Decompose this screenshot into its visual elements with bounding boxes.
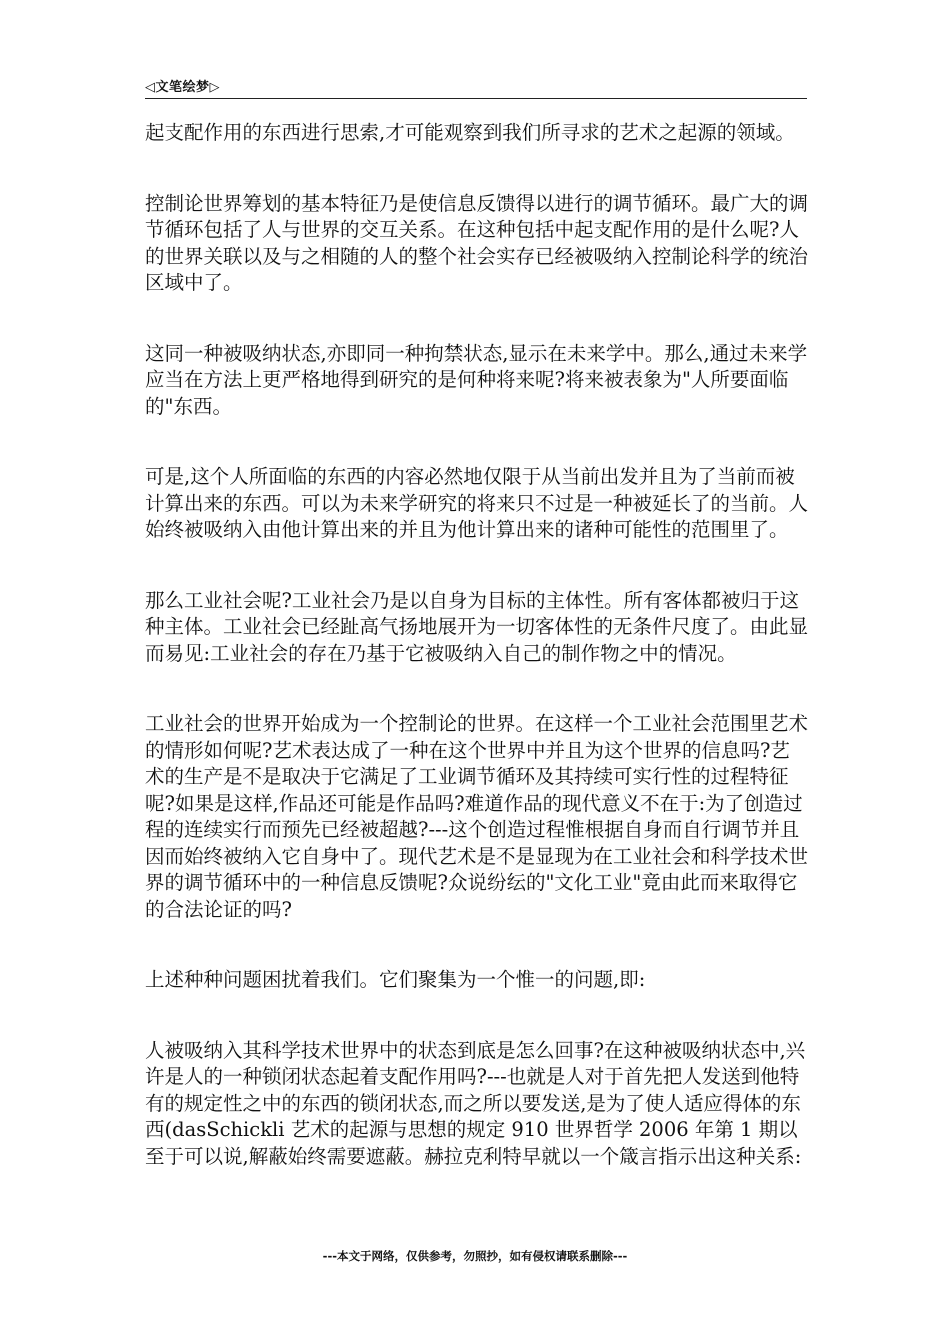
page-footer: ---本文于网络，仅供参考，勿照抄，如有侵权请联系删除--- [322, 1249, 628, 1263]
paragraph: 人被吸纳入其科学技术世界中的状态到底是怎么回事?在这种被吸纳状态中,兴许是人的一种锁闭状态起着支配作用吗?---也就是人对于首先把人发送到他特有的规定性之中的东西的锁闭状态,而之所以要发送,是为了使人适应得体的东西(dasSchickli 艺术的起源与思想的规定 910 世界哲学 2006 年第 1 期以至于可以说,解蔽始终需要遮蔽。赫拉克利特早就以一个箴言指示出这种关系: [145, 1038, 806, 1168]
paragraph: 那么工业社会呢?工业社会乃是以自身为目标的主体性。所有客体都被归于这种主体。工业社会已经趾高气扬地展开为一切客体性的无条件尺度了。由此显而易见:工业社会的存在乃基于它被吸纳入自己的制作物之中的情况。 [145, 588, 809, 665]
paragraph: 起支配作用的东西进行思索,才可能观察到我们所寻求的艺术之起源的领域。 [145, 121, 795, 144]
paragraph: 这同一种被吸纳状态,亦即同一种拘禁状态,显示在未来学中。那么,通过未来学应当在方法上更严格地得到研究的是何种将来呢?将来被表象为"人所要面临的"东西。 [145, 341, 808, 418]
paragraph: 可是,这个人所面临的东西的内容必然地仅限于从当前出发并且为了当前而被计算出来的东西。可以为未来学研究的将来只不过是一种被延长了的当前。人始终被吸纳入由他计算出来的并且为他计算出来的诸种可能性的范围里了。 [145, 465, 809, 541]
document-body [145, 120, 809, 1170]
paragraph: 上述种种问题困扰着我们。它们聚集为一个惟一的问题,即: [145, 968, 646, 991]
paragraph: 控制论世界筹划的基本特征乃是使信息反馈得以进行的调节循环。最广大的调节循环包括了人与世界的交互关系。在这种包括中起支配作用的是什么呢?人的世界关联以及与之相随的人的整个社会实存已经被吸纳入控制论科学的统治区域中了。 [145, 191, 809, 294]
paragraph: 工业社会的世界开始成为一个控制论的世界。在这样一个工业社会范围里艺术的情形如何呢?艺术表达成了一种在这个世界中并且为这个世界的信息吗?艺术的生产是不是取决于它满足了工业调节循环及其持续可实行性的过程特征呢?如果是这样,作品还可能是作品吗?难道作品的现代意义不在于:为了创造过程的连续实行而预先已经被超越?---这个创造过程惟根据自身而自行调节并且因而始终被纳入它自身中了。现代艺术是不是显现为在工业社会和科学技术世界的调节循环中的一种信息反馈呢?众说纷纭的"文化工业"竟由此而来取得它的合法论证的吗? [145, 712, 809, 921]
header-title: ◁文笔绘梦▷ [145, 80, 220, 95]
page-header [145, 74, 807, 99]
